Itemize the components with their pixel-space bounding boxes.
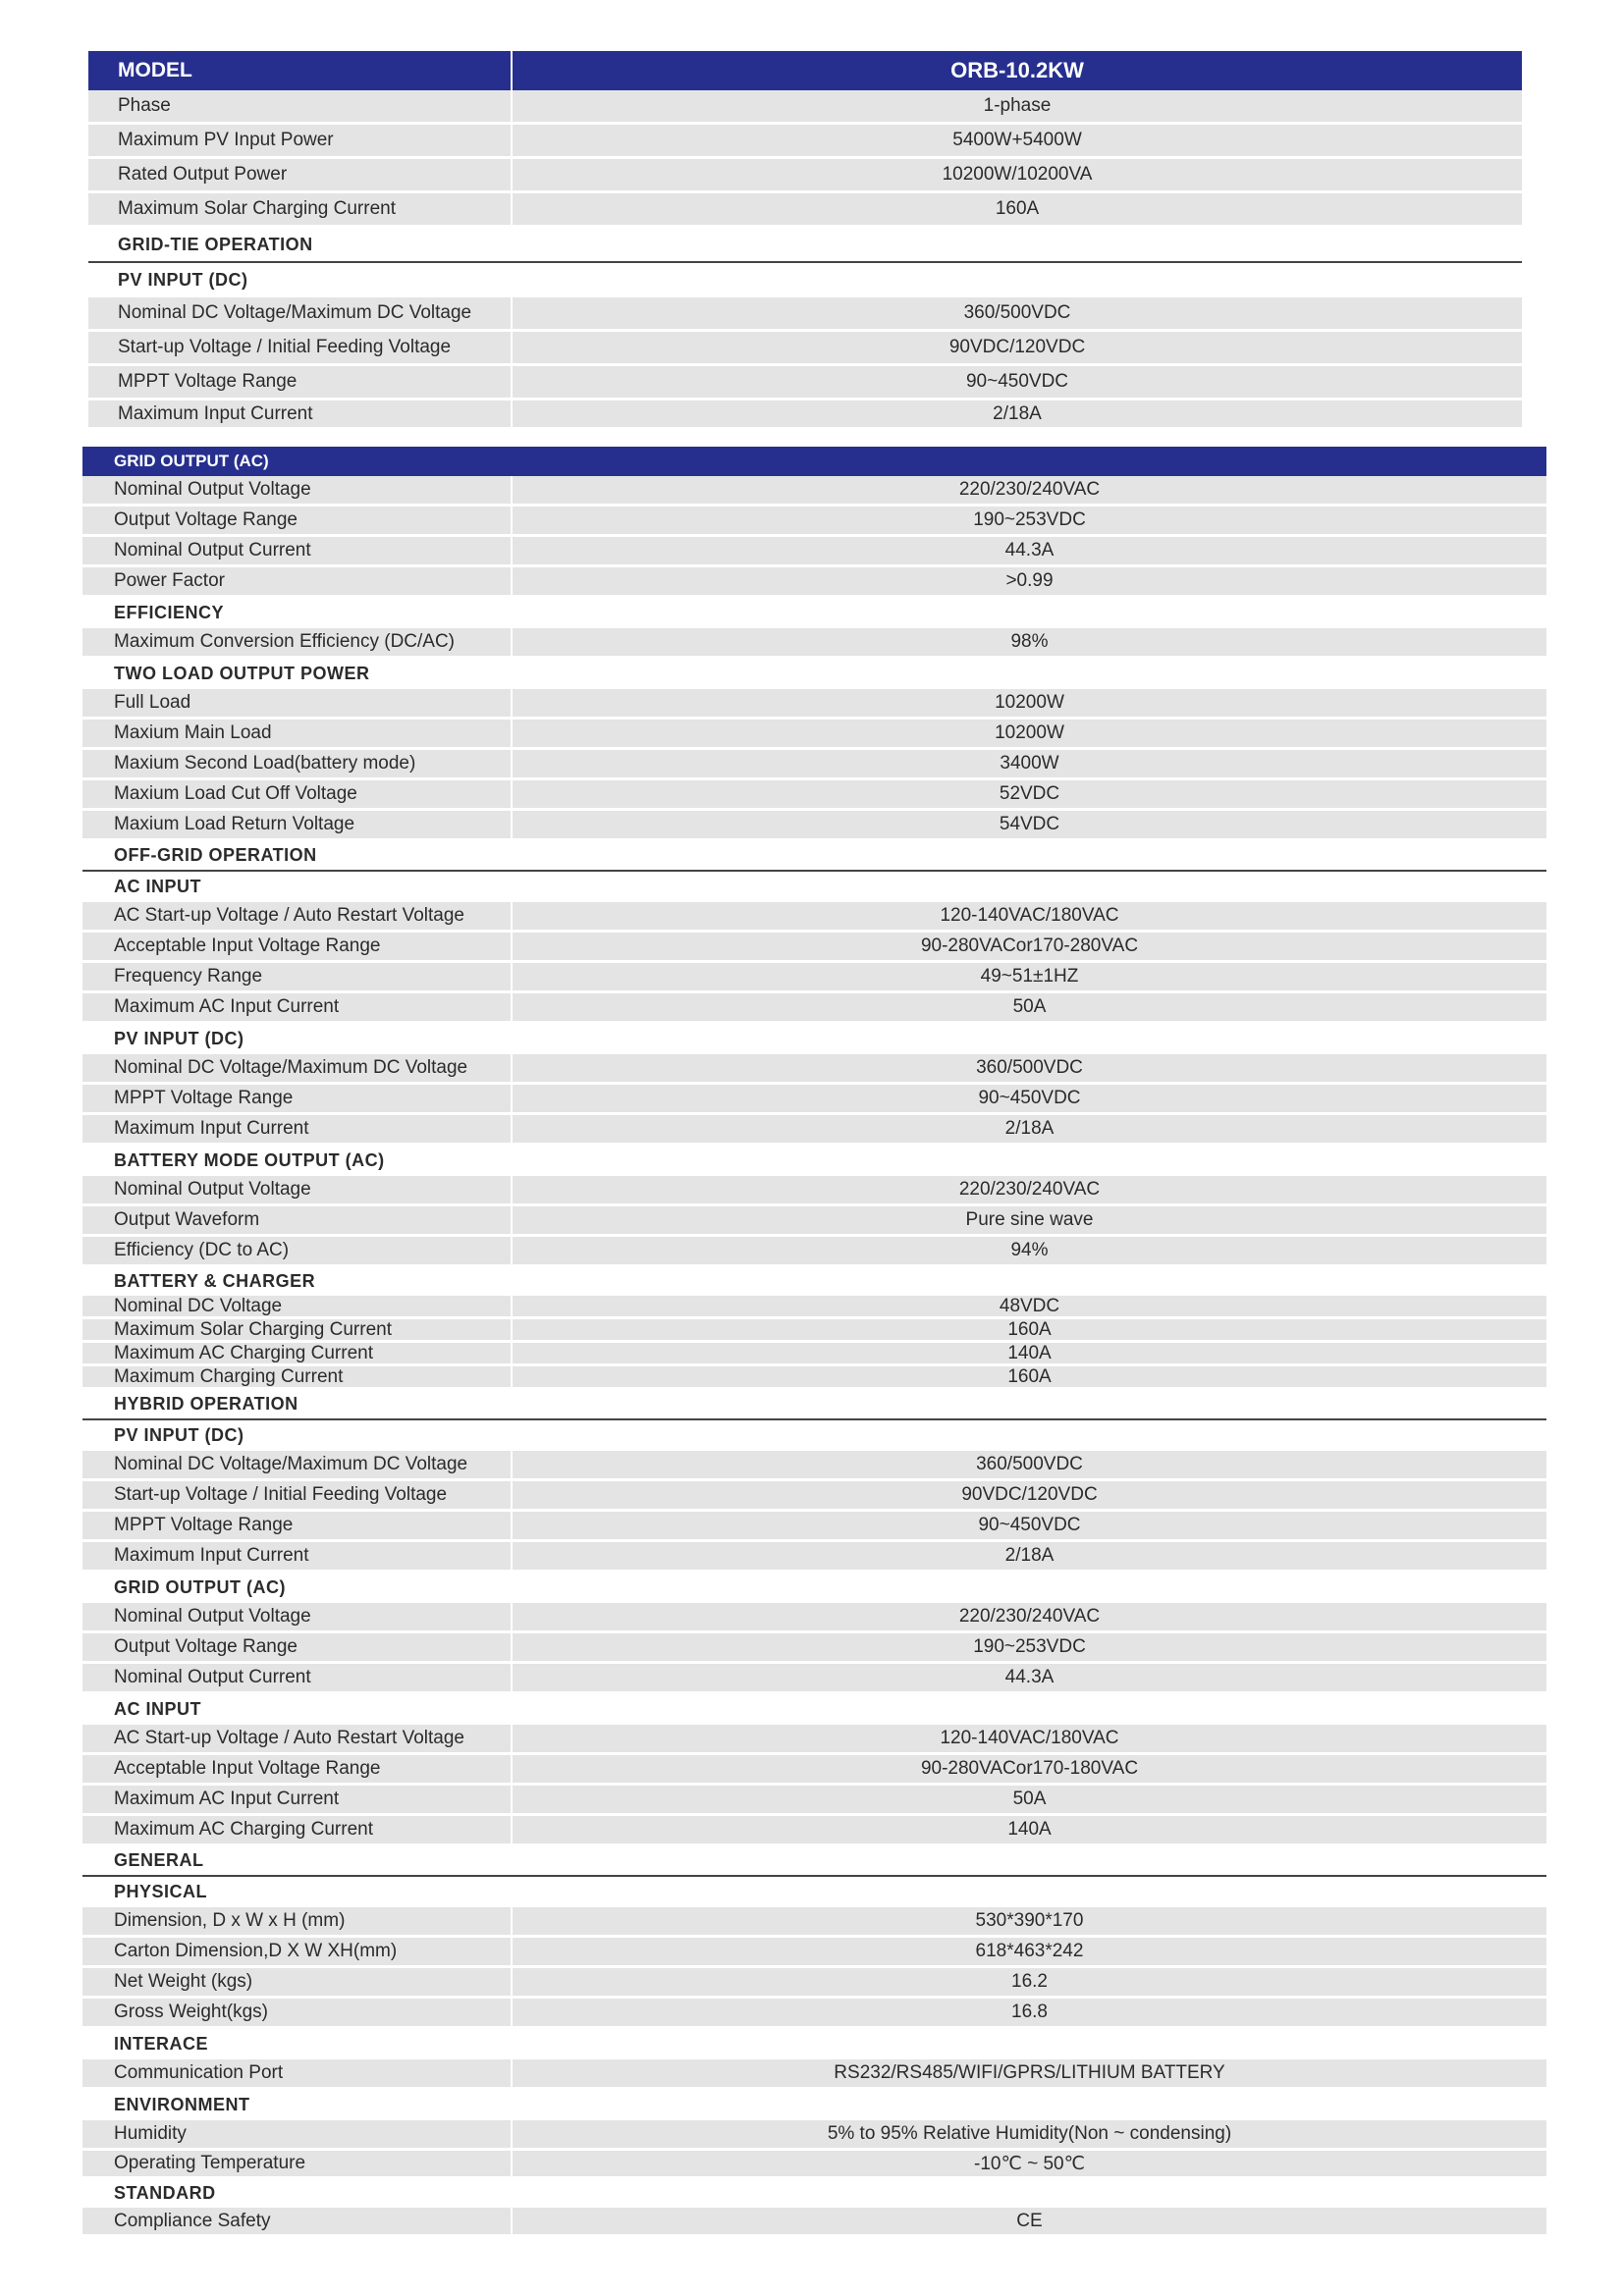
spec-row: [82, 811, 1546, 841]
spec-value: 5% to 95% Relative Humidity(Non ~ condensing): [827, 2123, 1232, 2144]
spec-value: 3400W: [1000, 753, 1059, 774]
spec-row: [82, 933, 1546, 963]
spec-value: 48VDC: [999, 1295, 1060, 1316]
spec-value: 98%: [1010, 631, 1049, 652]
spec-label: Maximum AC Charging Current: [82, 1816, 513, 1843]
section-heading-off-grid-operation: [82, 841, 1546, 872]
section-title: OFF-GRID OPERATION: [114, 845, 317, 865]
section-heading-grid-output-ac: [82, 1573, 1546, 1603]
spec-value: 90~450VDC: [965, 371, 1069, 392]
spec-label: Carton Dimension,D X W XH(mm): [82, 1938, 513, 1965]
spec-value: 120-140VAC/180VAC: [940, 905, 1119, 926]
spec-value: 2/18A: [1004, 1545, 1055, 1566]
spec-row: [88, 193, 1522, 228]
spec-label: Maximum Conversion Efficiency (DC/AC): [82, 628, 513, 656]
spec-row: [82, 780, 1546, 811]
spec-row: [82, 1451, 1546, 1481]
table-header-row: [88, 51, 1522, 90]
spec-label: Start-up Voltage / Initial Feeding Voltage: [88, 332, 513, 363]
spec-label: Nominal Output Voltage: [82, 1603, 513, 1630]
spec-row: [82, 1512, 1546, 1542]
model-name: ORB-10.2KW: [950, 58, 1084, 82]
spec-value: 360/500VDC: [976, 1057, 1083, 1078]
spec-value: Pure sine wave: [965, 1209, 1094, 1230]
spec-label: Maximum AC Input Current: [82, 993, 513, 1021]
spec-row: [82, 1206, 1546, 1237]
spec-value: 10200W: [995, 722, 1064, 743]
spec-value: 160A: [1007, 1318, 1052, 1340]
spec-value: CE: [1016, 2210, 1043, 2231]
spec-row: [82, 1319, 1546, 1343]
spec-label: Nominal DC Voltage/Maximum DC Voltage: [82, 1054, 513, 1082]
section-title: BATTERY & CHARGER: [114, 1271, 316, 1291]
spec-row: [82, 2208, 1546, 2237]
spec-value: 360/500VDC: [963, 302, 1071, 323]
section-title: PHYSICAL: [114, 1882, 208, 1901]
spec-label: Power Factor: [82, 567, 513, 595]
table-header-row: [82, 447, 1546, 476]
spec-label: MPPT Voltage Range: [88, 366, 513, 398]
spec-table-main: [88, 51, 1522, 430]
spec-row: [88, 366, 1522, 400]
spec-row: [82, 537, 1546, 567]
spec-row: [82, 1907, 1546, 1938]
spec-label: Maximum AC Charging Current: [82, 1343, 513, 1363]
spec-value: 160A: [995, 198, 1040, 219]
spec-row: [82, 1115, 1546, 1146]
spec-row: [82, 1968, 1546, 1999]
section-heading-battery-mode-output-ac: [82, 1146, 1546, 1176]
spec-value: 90~450VDC: [978, 1088, 1081, 1108]
spec-value: 190~253VDC: [973, 1636, 1086, 1657]
spec-label: Rated Output Power: [88, 159, 513, 190]
spec-value: 16.2: [1011, 1971, 1048, 1992]
spec-value: 94%: [1010, 1240, 1049, 1260]
spec-row: [82, 507, 1546, 537]
section-title: EFFICIENCY: [114, 603, 225, 622]
spec-label: Maxium Main Load: [82, 720, 513, 747]
spec-label: Phase: [88, 90, 513, 122]
spec-label: Net Weight (kgs): [82, 1968, 513, 1996]
spec-value: 160A: [1007, 1365, 1052, 1387]
section-title: STANDARD: [114, 2183, 216, 2203]
spec-value: RS232/RS485/WIFI/GPRS/LITHIUM BATTERY: [834, 2062, 1225, 2083]
spec-label: Output Waveform: [82, 1206, 513, 1234]
spec-row: [88, 159, 1522, 193]
spec-row: [82, 993, 1546, 1024]
spec-row: [82, 1481, 1546, 1512]
spec-value: 90-280VACor170-280VAC: [920, 935, 1139, 956]
spec-value: 52VDC: [999, 783, 1060, 804]
spec-label: Acceptable Input Voltage Range: [82, 933, 513, 960]
spec-row: [82, 902, 1546, 933]
spec-label: Output Voltage Range: [82, 1633, 513, 1661]
spec-label: Gross Weight(kgs): [82, 1999, 513, 2026]
spec-value: 44.3A: [1004, 540, 1055, 561]
spec-row: [82, 689, 1546, 720]
section-heading-pv-input-dc: [82, 1420, 1546, 1451]
spec-row: [82, 2059, 1546, 2090]
section-title: PV INPUT (DC): [118, 270, 248, 290]
section-heading-battery-charger: [82, 1267, 1546, 1296]
spec-label: Maximum PV Input Power: [88, 125, 513, 156]
spec-value: 2/18A: [1004, 1118, 1055, 1139]
section-heading-ac-input: [82, 1694, 1546, 1725]
spec-value: 618*463*242: [975, 1941, 1084, 1961]
spec-label: Frequency Range: [82, 963, 513, 990]
section-title: GRID OUTPUT (AC): [114, 452, 269, 470]
spec-row: [82, 1664, 1546, 1694]
section-title: ENVIRONMENT: [114, 2095, 250, 2114]
spec-value: 50A: [1012, 996, 1047, 1017]
spec-label: Output Voltage Range: [82, 507, 513, 534]
section-title: BATTERY MODE OUTPUT (AC): [114, 1150, 385, 1170]
section-heading-grid-tie-operation: [88, 228, 1522, 263]
spec-value: 90~450VDC: [978, 1515, 1081, 1535]
spec-label: MPPT Voltage Range: [82, 1085, 513, 1112]
spec-label: Nominal Output Current: [82, 1664, 513, 1691]
section-title: TWO LOAD OUTPUT POWER: [114, 664, 370, 683]
spec-value: 140A: [1007, 1819, 1052, 1840]
spec-label: Acceptable Input Voltage Range: [82, 1755, 513, 1783]
spec-label: Nominal Output Voltage: [82, 1176, 513, 1203]
spec-row: [82, 1816, 1546, 1846]
spec-row: [82, 2151, 1546, 2179]
spec-row: [82, 750, 1546, 780]
spec-label: Efficiency (DC to AC): [82, 1237, 513, 1264]
spec-value: 220/230/240VAC: [958, 1606, 1101, 1627]
section-heading-environment: [82, 2090, 1546, 2120]
spec-table-detail: [82, 447, 1546, 2237]
section-heading-pv-input-dc: [82, 1024, 1546, 1054]
spec-row: [88, 90, 1522, 125]
section-heading-ac-input: [82, 872, 1546, 902]
section-heading-hybrid-operation: [82, 1390, 1546, 1420]
section-title: GRID-TIE OPERATION: [118, 234, 313, 254]
spec-value: 54VDC: [999, 814, 1060, 834]
spec-row: [82, 1938, 1546, 1968]
spec-row: [88, 297, 1522, 332]
section-heading-interace: [82, 2029, 1546, 2059]
spec-label: Maximum Input Current: [88, 400, 513, 427]
spec-label: Operating Temperature: [82, 2151, 513, 2176]
spec-value: 90VDC/120VDC: [948, 337, 1086, 357]
spec-label: Nominal Output Voltage: [82, 476, 513, 504]
spec-row: [82, 1542, 1546, 1573]
spec-label: Full Load: [82, 689, 513, 717]
spec-row: [82, 476, 1546, 507]
spec-value: 16.8: [1011, 2002, 1048, 2022]
spec-row: [82, 1725, 1546, 1755]
spec-label: Start-up Voltage / Initial Feeding Voltage: [82, 1481, 513, 1509]
spec-label: Compliance Safety: [82, 2208, 513, 2234]
spec-row: [82, 1755, 1546, 1786]
spec-label: Maximum AC Input Current: [82, 1786, 513, 1813]
spec-row: [82, 1999, 1546, 2029]
spec-label: Maximum Solar Charging Current: [82, 1319, 513, 1340]
spec-value: 1-phase: [983, 95, 1052, 116]
spec-value: 220/230/240VAC: [958, 1179, 1101, 1200]
spec-row: [82, 1366, 1546, 1390]
section-title: GENERAL: [114, 1850, 204, 1870]
spec-label: AC Start-up Voltage / Auto Restart Voltage: [82, 902, 513, 930]
spec-value: 49~51±1HZ: [980, 966, 1079, 987]
spec-label: Humidity: [82, 2120, 513, 2148]
section-title: PV INPUT (DC): [114, 1425, 244, 1445]
spec-value: 44.3A: [1004, 1667, 1055, 1687]
section-heading-pv-input-dc: [88, 263, 1522, 297]
spec-label: Dimension, D x W x H (mm): [82, 1907, 513, 1935]
spec-label: Nominal Output Current: [82, 537, 513, 564]
spec-label: Nominal DC Voltage/Maximum DC Voltage: [88, 297, 513, 329]
spec-label: Maxium Load Return Voltage: [82, 811, 513, 838]
section-heading-general: [82, 1846, 1546, 1877]
spec-value: 50A: [1012, 1789, 1047, 1809]
spec-row: [88, 125, 1522, 159]
spec-value: 90VDC/120VDC: [961, 1484, 1098, 1505]
spec-value: -10℃ ~ 50℃: [974, 2153, 1085, 2174]
spec-value: 360/500VDC: [976, 1454, 1083, 1474]
spec-row: [82, 1343, 1546, 1366]
section-title: INTERACE: [114, 2034, 209, 2054]
spec-value: >0.99: [1005, 570, 1054, 591]
section-title: GRID OUTPUT (AC): [114, 1577, 286, 1597]
spec-row: [82, 1786, 1546, 1816]
spec-row: [82, 1085, 1546, 1115]
spec-label: Maximum Charging Current: [82, 1366, 513, 1387]
section-title: PV INPUT (DC): [114, 1029, 244, 1048]
section-heading-standard: [82, 2179, 1546, 2208]
spec-label: Maximum Input Current: [82, 1115, 513, 1143]
spec-label: Communication Port: [82, 2059, 513, 2087]
spec-label: MPPT Voltage Range: [82, 1512, 513, 1539]
spec-value: 120-140VAC/180VAC: [940, 1728, 1119, 1748]
spec-label: Maxium Load Cut Off Voltage: [82, 780, 513, 808]
spec-row: [82, 1054, 1546, 1085]
spec-row: [82, 720, 1546, 750]
spec-value: 5400W+5400W: [952, 130, 1082, 150]
spec-value: 190~253VDC: [973, 509, 1086, 530]
spec-row: [88, 332, 1522, 366]
spec-value: 530*390*170: [975, 1910, 1084, 1931]
section-title: HYBRID OPERATION: [114, 1394, 298, 1414]
section-title: MODEL: [88, 51, 513, 90]
spec-label: Maximum Input Current: [82, 1542, 513, 1570]
spec-label: Nominal DC Voltage/Maximum DC Voltage: [82, 1451, 513, 1478]
spec-value: 2/18A: [993, 402, 1042, 424]
spec-value: 10200W: [995, 692, 1064, 713]
spec-row: [82, 1237, 1546, 1267]
spec-row: [82, 1603, 1546, 1633]
spec-label: Maxium Second Load(battery mode): [82, 750, 513, 777]
spec-value: 220/230/240VAC: [958, 479, 1101, 500]
spec-row: [82, 567, 1546, 598]
spec-row: [82, 1296, 1546, 1319]
section-title: AC INPUT: [114, 877, 201, 896]
spec-label: AC Start-up Voltage / Auto Restart Voltage: [82, 1725, 513, 1752]
spec-row: [82, 1633, 1546, 1664]
spec-label: Nominal DC Voltage: [82, 1296, 513, 1316]
spec-row: [88, 400, 1522, 430]
spec-value: 10200W/10200VA: [942, 164, 1093, 185]
section-heading-physical: [82, 1877, 1546, 1907]
spec-value: 90-280VACor170-180VAC: [920, 1758, 1139, 1779]
spec-row: [82, 628, 1546, 659]
spec-row: [82, 963, 1546, 993]
spec-row: [82, 1176, 1546, 1206]
section-heading-two-load-output-power: [82, 659, 1546, 689]
section-title: AC INPUT: [114, 1699, 201, 1719]
spec-row: [82, 2120, 1546, 2151]
section-heading-efficiency: [82, 598, 1546, 628]
spec-label: Maximum Solar Charging Current: [88, 193, 513, 225]
spec-value: 140A: [1007, 1342, 1052, 1363]
